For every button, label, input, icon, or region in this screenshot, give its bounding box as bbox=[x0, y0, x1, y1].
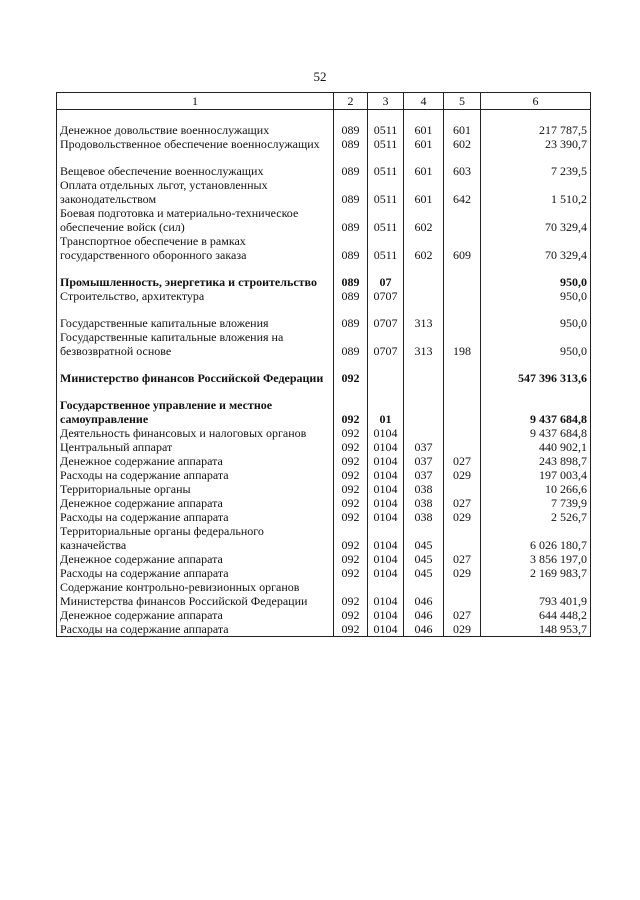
row-code-expense bbox=[444, 440, 481, 454]
row-amount: 950,0 bbox=[481, 289, 591, 303]
row-name: Центральный аппарат bbox=[57, 440, 334, 454]
row-name: Государственное управление и местное самоуправление bbox=[57, 398, 334, 426]
row-name: Территориальные органы федерального казначейства bbox=[57, 524, 334, 552]
row-code-ministry: 092 bbox=[334, 524, 368, 552]
row-code-expense bbox=[444, 316, 481, 330]
row-code-ministry: 089 bbox=[334, 123, 368, 137]
row-code-target: 045 bbox=[404, 552, 444, 566]
row-code-section bbox=[368, 371, 404, 385]
row-code-target bbox=[404, 275, 444, 289]
row-code-target: 602 bbox=[404, 206, 444, 234]
row-name: Денежное содержание аппарата bbox=[57, 454, 334, 468]
row-name: Деятельность финансовых и налоговых органов bbox=[57, 426, 334, 440]
row-code-section: 0707 bbox=[368, 330, 404, 358]
row-amount: 950,0 bbox=[481, 275, 591, 289]
row-code-ministry: 092 bbox=[334, 468, 368, 482]
header-col-4: 4 bbox=[404, 93, 444, 110]
row-code-target bbox=[404, 289, 444, 303]
row-code-ministry: 089 bbox=[334, 316, 368, 330]
spacer-cell bbox=[334, 303, 368, 316]
spacer-cell bbox=[404, 110, 444, 124]
table-row bbox=[57, 330, 591, 358]
spacer-cell bbox=[481, 262, 591, 275]
row-code-ministry: 092 bbox=[334, 454, 368, 468]
row-amount: 950,0 bbox=[481, 330, 591, 358]
row-code-target bbox=[404, 371, 444, 385]
row-amount: 9 437 684,8 bbox=[481, 398, 591, 426]
table-row bbox=[57, 316, 591, 330]
row-amount: 23 390,7 bbox=[481, 137, 591, 151]
spacer-cell bbox=[481, 303, 591, 316]
row-code-ministry: 092 bbox=[334, 398, 368, 426]
row-name: Территориальные органы bbox=[57, 482, 334, 496]
row-code-target: 602 bbox=[404, 234, 444, 262]
row-name: Продовольственное обеспечение военнослужащих bbox=[57, 137, 334, 151]
spacer-cell bbox=[481, 151, 591, 164]
row-code-section: 0511 bbox=[368, 206, 404, 234]
row-code-target: 313 bbox=[404, 330, 444, 358]
row-code-ministry: 089 bbox=[334, 206, 368, 234]
table-body bbox=[57, 110, 591, 637]
spacer-cell bbox=[444, 303, 481, 316]
row-code-expense: 609 bbox=[444, 234, 481, 262]
row-code-section: 0511 bbox=[368, 234, 404, 262]
spacer-cell bbox=[404, 151, 444, 164]
row-name: Денежное довольствие военнослужащих bbox=[57, 123, 334, 137]
spacer-cell bbox=[57, 385, 334, 398]
spacer-cell bbox=[368, 303, 404, 316]
row-code-section: 01 bbox=[368, 398, 404, 426]
row-name: Расходы на содержание аппарата bbox=[57, 510, 334, 524]
budget-table bbox=[56, 92, 591, 637]
spacer-cell bbox=[57, 358, 334, 371]
spacer-row bbox=[57, 303, 591, 316]
row-code-target: 046 bbox=[404, 608, 444, 622]
row-amount: 6 026 180,7 bbox=[481, 524, 591, 552]
row-amount: 7 739,9 bbox=[481, 496, 591, 510]
row-code-expense bbox=[444, 275, 481, 289]
row-code-target: 601 bbox=[404, 178, 444, 206]
table-row bbox=[57, 289, 591, 303]
row-code-section: 0104 bbox=[368, 552, 404, 566]
row-code-ministry: 092 bbox=[334, 440, 368, 454]
spacer-cell bbox=[368, 151, 404, 164]
row-name: Оплата отдельных льгот, установленных законодательством bbox=[57, 178, 334, 206]
row-code-section: 0104 bbox=[368, 580, 404, 608]
row-name: Денежное содержание аппарата bbox=[57, 496, 334, 510]
spacer-row bbox=[57, 151, 591, 164]
row-code-section: 0104 bbox=[368, 482, 404, 496]
row-code-ministry: 092 bbox=[334, 482, 368, 496]
row-amount: 10 266,6 bbox=[481, 482, 591, 496]
spacer-cell bbox=[368, 262, 404, 275]
row-code-target: 046 bbox=[404, 622, 444, 637]
row-name: Содержание контрольно-ревизионных органов Министерства финансов Российской Федерации bbox=[57, 580, 334, 608]
row-code-section: 0104 bbox=[368, 468, 404, 482]
row-code-expense: 027 bbox=[444, 552, 481, 566]
table-row bbox=[57, 510, 591, 524]
row-code-expense: 603 bbox=[444, 164, 481, 178]
row-name: Расходы на содержание аппарата bbox=[57, 622, 334, 637]
row-name: Промышленность, энергетика и строительство bbox=[57, 275, 334, 289]
row-code-expense: 027 bbox=[444, 608, 481, 622]
spacer-row bbox=[57, 358, 591, 371]
row-amount: 243 898,7 bbox=[481, 454, 591, 468]
row-code-target: 045 bbox=[404, 566, 444, 580]
row-code-expense bbox=[444, 289, 481, 303]
row-code-section: 0104 bbox=[368, 510, 404, 524]
spacer-cell bbox=[404, 358, 444, 371]
row-code-section: 0104 bbox=[368, 440, 404, 454]
row-name: Государственные капитальные вложения bbox=[57, 316, 334, 330]
table-row bbox=[57, 275, 591, 289]
spacer-cell bbox=[368, 385, 404, 398]
spacer-cell bbox=[334, 110, 368, 124]
row-code-section: 07 bbox=[368, 275, 404, 289]
spacer-cell bbox=[444, 385, 481, 398]
row-code-section: 0104 bbox=[368, 524, 404, 552]
row-code-ministry: 089 bbox=[334, 178, 368, 206]
row-amount: 793 401,9 bbox=[481, 580, 591, 608]
row-code-target: 037 bbox=[404, 440, 444, 454]
row-code-expense bbox=[444, 371, 481, 385]
spacer-row bbox=[57, 110, 591, 124]
spacer-cell bbox=[334, 358, 368, 371]
row-code-section: 0104 bbox=[368, 566, 404, 580]
row-amount: 70 329,4 bbox=[481, 206, 591, 234]
row-name: Вещевое обеспечение военнослужащих bbox=[57, 164, 334, 178]
row-code-ministry: 092 bbox=[334, 510, 368, 524]
table-row bbox=[57, 398, 591, 426]
row-code-expense: 029 bbox=[444, 510, 481, 524]
row-code-expense: 602 bbox=[444, 137, 481, 151]
row-amount: 2 526,7 bbox=[481, 510, 591, 524]
row-code-target: 313 bbox=[404, 316, 444, 330]
row-code-section: 0511 bbox=[368, 178, 404, 206]
row-code-ministry: 089 bbox=[334, 234, 368, 262]
table-row bbox=[57, 566, 591, 580]
spacer-cell bbox=[368, 358, 404, 371]
row-code-target: 037 bbox=[404, 468, 444, 482]
row-code-target: 601 bbox=[404, 123, 444, 137]
spacer-row bbox=[57, 385, 591, 398]
header-col-2: 2 bbox=[334, 93, 368, 110]
table-row bbox=[57, 524, 591, 552]
row-code-expense: 027 bbox=[444, 454, 481, 468]
row-name: Транспортное обеспечение в рамках государственного оборонного заказа bbox=[57, 234, 334, 262]
row-code-ministry: 089 bbox=[334, 289, 368, 303]
row-amount: 547 396 313,6 bbox=[481, 371, 591, 385]
row-code-expense: 198 bbox=[444, 330, 481, 358]
row-code-expense bbox=[444, 580, 481, 608]
table-row bbox=[57, 137, 591, 151]
row-code-ministry: 089 bbox=[334, 275, 368, 289]
row-code-expense bbox=[444, 398, 481, 426]
table-row bbox=[57, 178, 591, 206]
header-col-6: 6 bbox=[481, 93, 591, 110]
row-code-ministry: 092 bbox=[334, 622, 368, 637]
row-code-section: 0104 bbox=[368, 496, 404, 510]
spacer-cell bbox=[57, 151, 334, 164]
row-code-target: 037 bbox=[404, 454, 444, 468]
row-code-ministry: 092 bbox=[334, 566, 368, 580]
row-code-section: 0104 bbox=[368, 454, 404, 468]
header-col-5: 5 bbox=[444, 93, 481, 110]
row-amount: 1 510,2 bbox=[481, 178, 591, 206]
spacer-row bbox=[57, 262, 591, 275]
row-amount: 950,0 bbox=[481, 316, 591, 330]
spacer-cell bbox=[57, 110, 334, 124]
row-code-expense: 601 bbox=[444, 123, 481, 137]
row-amount: 440 902,1 bbox=[481, 440, 591, 454]
row-name: Государственные капитальные вложения на безвозвратной основе bbox=[57, 330, 334, 358]
row-name: Боевая подготовка и материально-техническое обеспечение войск (сил) bbox=[57, 206, 334, 234]
row-amount: 70 329,4 bbox=[481, 234, 591, 262]
table-row bbox=[57, 440, 591, 454]
table-row bbox=[57, 468, 591, 482]
row-name: Расходы на содержание аппарата bbox=[57, 566, 334, 580]
row-code-target: 046 bbox=[404, 580, 444, 608]
row-code-expense: 027 bbox=[444, 496, 481, 510]
spacer-cell bbox=[444, 262, 481, 275]
header-col-1: 1 bbox=[57, 93, 334, 110]
row-code-section: 0707 bbox=[368, 316, 404, 330]
row-name: Министерство финансов Российской Федерации bbox=[57, 371, 334, 385]
spacer-cell bbox=[334, 385, 368, 398]
row-code-ministry: 092 bbox=[334, 371, 368, 385]
row-code-ministry: 092 bbox=[334, 552, 368, 566]
row-code-expense bbox=[444, 426, 481, 440]
spacer-cell bbox=[404, 385, 444, 398]
row-amount: 644 448,2 bbox=[481, 608, 591, 622]
spacer-cell bbox=[444, 110, 481, 124]
row-code-expense bbox=[444, 482, 481, 496]
row-code-ministry: 092 bbox=[334, 608, 368, 622]
table-row bbox=[57, 580, 591, 608]
row-name: Денежное содержание аппарата bbox=[57, 552, 334, 566]
spacer-cell bbox=[404, 303, 444, 316]
row-code-target: 038 bbox=[404, 496, 444, 510]
row-amount: 197 003,4 bbox=[481, 468, 591, 482]
spacer-cell bbox=[444, 151, 481, 164]
row-code-ministry: 089 bbox=[334, 330, 368, 358]
table-row bbox=[57, 206, 591, 234]
table-row bbox=[57, 371, 591, 385]
row-code-ministry: 092 bbox=[334, 426, 368, 440]
header-row bbox=[57, 93, 591, 110]
spacer-cell bbox=[57, 303, 334, 316]
spacer-cell bbox=[481, 385, 591, 398]
row-code-target bbox=[404, 398, 444, 426]
spacer-cell bbox=[334, 262, 368, 275]
row-name: Расходы на содержание аппарата bbox=[57, 468, 334, 482]
spacer-cell bbox=[444, 358, 481, 371]
spacer-cell bbox=[481, 110, 591, 124]
row-code-section: 0511 bbox=[368, 137, 404, 151]
row-code-expense: 642 bbox=[444, 178, 481, 206]
row-code-section: 0104 bbox=[368, 622, 404, 637]
spacer-cell bbox=[481, 358, 591, 371]
row-code-target: 038 bbox=[404, 510, 444, 524]
table-row bbox=[57, 454, 591, 468]
row-code-target: 045 bbox=[404, 524, 444, 552]
row-code-section: 0511 bbox=[368, 164, 404, 178]
row-code-target: 038 bbox=[404, 482, 444, 496]
row-code-target: 601 bbox=[404, 164, 444, 178]
row-code-ministry: 089 bbox=[334, 164, 368, 178]
table-row bbox=[57, 234, 591, 262]
row-code-target: 601 bbox=[404, 137, 444, 151]
row-code-ministry: 089 bbox=[334, 137, 368, 151]
table-row bbox=[57, 426, 591, 440]
page-number: 52 bbox=[313, 69, 327, 84]
row-name: Денежное содержание аппарата bbox=[57, 608, 334, 622]
table-row bbox=[57, 608, 591, 622]
table-row bbox=[57, 622, 591, 637]
table-row bbox=[57, 482, 591, 496]
row-code-ministry: 092 bbox=[334, 580, 368, 608]
row-code-expense bbox=[444, 206, 481, 234]
table-row bbox=[57, 123, 591, 137]
table-row bbox=[57, 164, 591, 178]
row-name: Строительство, архитектура bbox=[57, 289, 334, 303]
row-amount: 148 953,7 bbox=[481, 622, 591, 637]
row-amount: 217 787,5 bbox=[481, 123, 591, 137]
spacer-cell bbox=[57, 262, 334, 275]
table-row bbox=[57, 552, 591, 566]
spacer-cell bbox=[334, 151, 368, 164]
row-code-ministry: 092 bbox=[334, 496, 368, 510]
row-amount: 7 239,5 bbox=[481, 164, 591, 178]
row-amount: 9 437 684,8 bbox=[481, 426, 591, 440]
row-code-section: 0104 bbox=[368, 608, 404, 622]
row-code-section: 0707 bbox=[368, 289, 404, 303]
spacer-cell bbox=[368, 110, 404, 124]
row-code-expense: 029 bbox=[444, 622, 481, 637]
row-code-target bbox=[404, 426, 444, 440]
row-amount: 3 856 197,0 bbox=[481, 552, 591, 566]
row-code-expense: 029 bbox=[444, 468, 481, 482]
row-code-expense: 029 bbox=[444, 566, 481, 580]
row-code-section: 0104 bbox=[368, 426, 404, 440]
table-row bbox=[57, 496, 591, 510]
row-code-expense bbox=[444, 524, 481, 552]
spacer-cell bbox=[404, 262, 444, 275]
row-amount: 2 169 983,7 bbox=[481, 566, 591, 580]
header-col-3: 3 bbox=[368, 93, 404, 110]
row-code-section: 0511 bbox=[368, 123, 404, 137]
